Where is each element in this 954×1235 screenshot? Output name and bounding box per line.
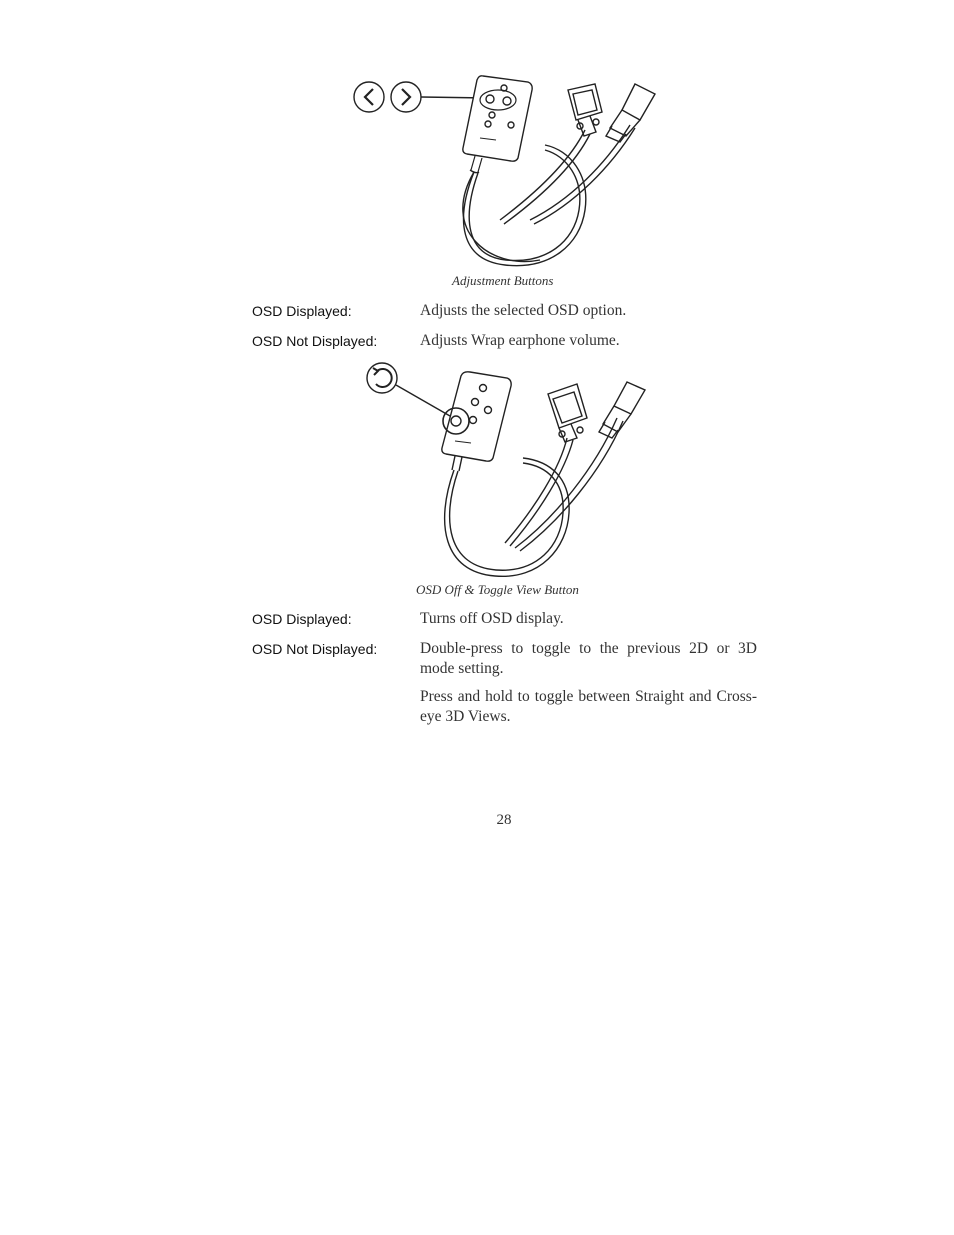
entry-label-osd-displayed-1: OSD Displayed: [252, 303, 352, 319]
entry-description-osd-displayed-2: Turns off OSD display. [420, 610, 564, 627]
entry-label-osd-not-displayed-2: OSD Not Displayed: [252, 641, 378, 657]
entry-description-osd-not-displayed-1: Adjusts Wrap earphone volume. [420, 332, 620, 349]
remote-illustration-toggle [355, 358, 665, 586]
entry-description-osd-displayed-1: Adjusts the selected OSD option. [420, 302, 627, 319]
figure-caption-adjustment: Adjustment Buttons [452, 273, 554, 288]
entry-description-press-hold: Press and hold to toggle between Straight and Cross-eye 3D Views. [420, 688, 757, 725]
chevron-right-icon [391, 82, 421, 112]
entry-description-double-press: Double-press to toggle to the previous 2D or 3D mode setting. [420, 640, 757, 677]
entry-label-osd-not-displayed-1: OSD Not Displayed: [252, 333, 378, 349]
rotate-back-icon [367, 363, 397, 393]
remote-illustration-adjustment [340, 70, 680, 275]
figure-caption-toggle: OSD Off & Toggle View Button [416, 582, 579, 597]
page-number: 28 [496, 812, 512, 828]
entry-label-osd-displayed-2: OSD Displayed: [252, 611, 352, 627]
chevron-left-icon [354, 82, 384, 112]
